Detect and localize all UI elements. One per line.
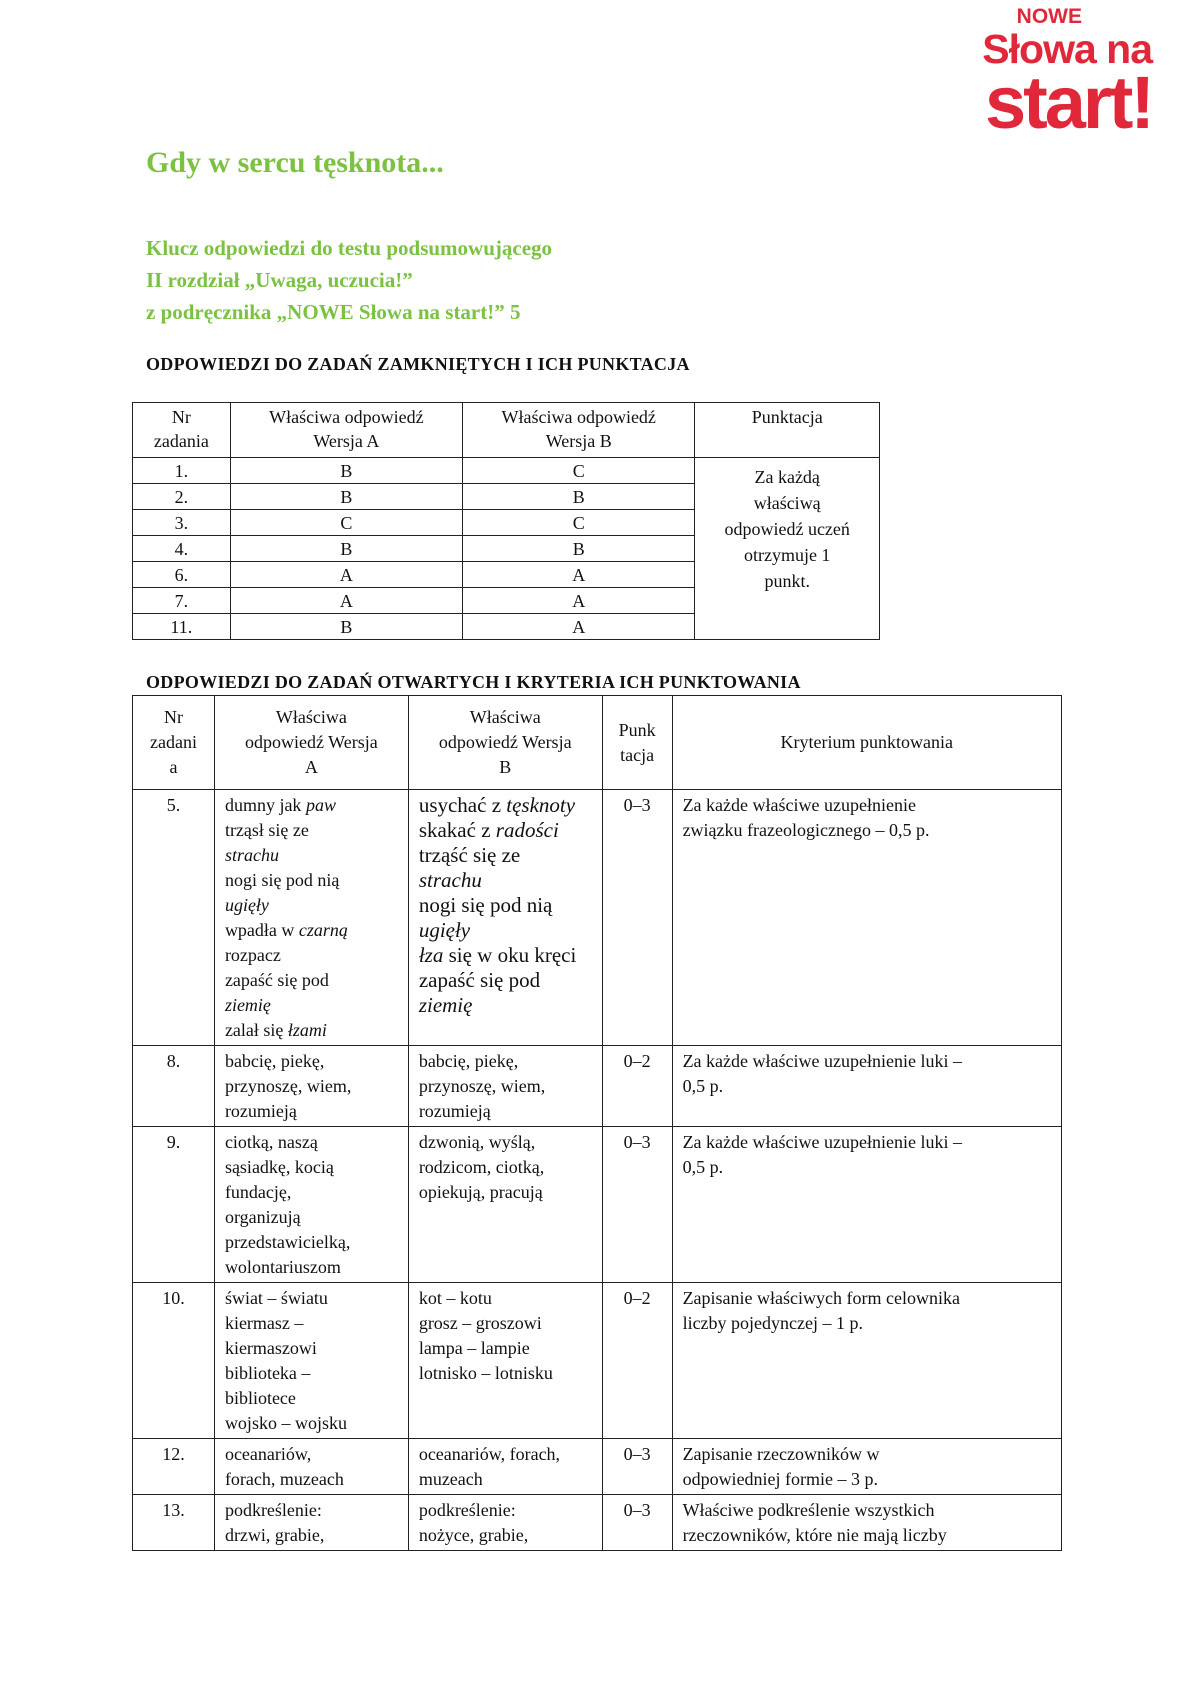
answer-line [419,818,594,843]
answer-line: fundację, [224,1182,292,1202]
answer-line: kiermaszowi [224,1338,317,1358]
answer-line: lampa – lampie [418,1338,530,1358]
answer-line [225,993,400,1018]
answer-line: dzwonią, wyślą, [418,1132,536,1152]
subtitle-line-2: II rozdział „Uwaga, uczucia!” [146,268,413,292]
answer-line [419,918,594,943]
answer-line: bibliotece [224,1388,296,1408]
answer-a: A [230,562,462,588]
criteria-line: związku frazeologicznego – 0,5 p. [682,820,930,840]
scoring-line: właściwą [753,493,821,513]
answer-a: B [230,484,462,510]
table-header-row [133,696,1062,790]
task-number: 11. [133,614,231,640]
answer-b: C [463,510,695,536]
answer-line: rozumieją [224,1101,297,1121]
answer-line [419,793,594,818]
answer-b: C [463,458,695,484]
header-criteria: Kryterium punktowania [672,696,1061,790]
phrase-text: zapaść się pod [418,968,541,992]
criteria-line: Za każde właściwe uzupełnienie luki – [682,1132,962,1152]
table-row [133,790,1062,1046]
table-row [133,1127,1062,1283]
task-number: 13. [133,1495,215,1551]
answer-line: wojsko – wojsku [224,1413,347,1433]
subtitle-line-1: Klucz odpowiedzi do testu podsumowującego [146,236,553,260]
task-number: 5. [133,790,215,1046]
task-number: 6. [133,562,231,588]
header-answer-a: Właściwa odpowiedź Wersja A [230,403,462,458]
answer-b [408,1283,602,1439]
criteria-line: 0,5 p. [682,1076,724,1096]
phrase-keyword: paw [305,795,336,815]
points-range: 0–3 [602,1495,672,1551]
phrase-text: trząść się ze [418,843,521,867]
task-number: 2. [133,484,231,510]
criteria-line: 0,5 p. [682,1157,724,1177]
logo-bottom-text: start! [984,61,1152,144]
phrase-text: zalał się [224,1020,288,1040]
answer-line [419,943,594,968]
table-row [133,1283,1062,1439]
answer-a [214,1439,408,1495]
answer-line [225,868,400,893]
answer-line: drzwi, grabie, [224,1525,325,1545]
answer-line [225,1018,400,1043]
header-answer-b: Właściwa odpowiedź Wersja B [408,696,602,790]
answer-line: oceanariów, [224,1444,312,1464]
answer-line: lotnisko – lotnisku [418,1363,553,1383]
answer-line [419,893,594,918]
answer-a: B [230,536,462,562]
answer-b [408,790,602,1046]
answer-line: ciotką, naszą [224,1132,318,1152]
phrase-text: wpadła w [224,920,299,940]
answer-line [225,793,400,818]
answer-line: przynoszę, wiem, [418,1076,546,1096]
points-range: 0–3 [602,1439,672,1495]
criteria-line: Zapisanie rzeczowników w [682,1444,880,1464]
phrase-keyword: czarną [298,920,348,940]
answer-a [214,1495,408,1551]
answer-line: świat – światu [224,1288,328,1308]
task-number: 7. [133,588,231,614]
phrase-keyword: radości [495,818,559,842]
task-number: 4. [133,536,231,562]
task-number: 3. [133,510,231,536]
answer-a: B [230,614,462,640]
criteria-line: Właściwe podkreślenie wszystkich [682,1500,935,1520]
answer-a [214,1283,408,1439]
answer-line [225,843,400,868]
answer-a [214,790,408,1046]
task-number: 12. [133,1439,215,1495]
answer-line: kot – kotu [418,1288,492,1308]
logo-top-text: NOWE [1016,5,1082,28]
header-answer-a: Właściwa odpowiedź Wersja A [214,696,408,790]
header-points: Punktacja [695,403,880,458]
answer-line: biblioteka – [224,1363,311,1383]
task-number: 9. [133,1127,215,1283]
points-range: 0–3 [602,790,672,1046]
answer-line: kiermasz – [224,1313,304,1333]
publisher-logo [962,5,1152,144]
answer-line: podkreślenie: [418,1500,516,1520]
answer-b: B [463,484,695,510]
criteria-line: rzeczowników, które nie mają liczby [682,1525,947,1545]
phrase-keyword: ziemię [224,995,271,1015]
phrase-text: się w oku kręci [443,943,577,967]
answer-line [419,868,594,893]
phrase-keyword: ziemię [418,993,473,1017]
phrase-keyword: łza [418,943,444,967]
answer-b [408,1495,602,1551]
answer-line: nożyce, grabie, [418,1525,529,1545]
answer-a: C [230,510,462,536]
criteria [672,1495,1061,1551]
points-range: 0–2 [602,1046,672,1127]
answer-line: babcię, piekę, [224,1051,325,1071]
answer-line [225,893,400,918]
criteria [672,1046,1061,1127]
phrase-text: dumny jak [224,795,306,815]
answer-line [225,918,400,943]
criteria [672,1283,1061,1439]
subtitle-line-3: z podręcznika „NOWE Słowa na start!” 5 [146,300,521,324]
scoring-line: otrzymuje 1 [743,545,831,565]
answer-line: oceanariów, forach, [418,1444,561,1464]
answer-line: forach, muzeach [224,1469,344,1489]
criteria-line: Za każde właściwe uzupełnienie luki – [682,1051,962,1071]
header-answer-b: Właściwa odpowiedź Wersja B [463,403,695,458]
phrase-text: trząsł się ze [224,820,309,840]
phrase-keyword: ugięły [418,918,471,942]
points-range: 0–3 [602,1127,672,1283]
header-task-number: Nr zadania [133,403,231,458]
phrase-keyword: strachu [224,845,279,865]
answer-a [214,1127,408,1283]
answer-line: wolontariuszom [224,1257,341,1277]
phrase-keyword: ugięły [224,895,269,915]
phrase-keyword: łzami [287,1020,327,1040]
answer-line: opiekują, pracują [418,1182,543,1202]
answer-a: A [230,588,462,614]
answer-line: przedstawicielką, [224,1232,351,1252]
answer-line [419,843,594,868]
criteria [672,1127,1061,1283]
answer-line: sąsiadkę, kocią [224,1157,334,1177]
answer-a: B [230,458,462,484]
answer-line: babcię, piekę, [418,1051,519,1071]
answer-line [225,818,400,843]
table-row [133,1439,1062,1495]
answer-line [225,968,400,993]
scoring-note [695,458,880,640]
criteria [672,1439,1061,1495]
answer-a [214,1046,408,1127]
answer-line: muzeach [418,1469,483,1489]
phrase-text: zapaść się pod [224,970,329,990]
answer-line [419,968,594,993]
answer-line: rozumieją [418,1101,491,1121]
table-header-row [133,403,880,458]
closed-tasks-heading: ODPOWIEDZI DO ZADAŃ ZAMKNIĘTYCH I ICH PUNKTACJA [146,354,690,374]
answer-b: A [463,588,695,614]
table-row [133,1046,1062,1127]
answer-line [419,993,594,1018]
answer-line: grosz – groszowi [418,1313,542,1333]
answer-b [408,1439,602,1495]
criteria-line: Zapisanie właściwych form celownika [682,1288,960,1308]
answer-line: podkreślenie: [224,1500,322,1520]
answer-b [408,1046,602,1127]
answer-b [408,1127,602,1283]
task-number: 10. [133,1283,215,1439]
phrase-keyword: tęsknoty [506,793,576,817]
answer-line [225,943,400,968]
answer-line: rodzicom, ciotką, [418,1157,545,1177]
phrase-keyword: strachu [418,868,482,892]
table-row [133,1495,1062,1551]
task-number: 1. [133,458,231,484]
closed-answers-table [132,402,880,640]
criteria [672,790,1061,1046]
phrase-text: skakać z [418,818,496,842]
answer-b: A [463,562,695,588]
subtitle-block [146,232,552,328]
scoring-line: punkt. [764,571,810,591]
criteria-line: Za każde właściwe uzupełnienie [682,795,916,815]
open-answers-table [132,695,1062,1551]
header-task-number: Nr zadani a [133,696,215,790]
scoring-line: odpowiedź uczeń [724,519,850,539]
phrase-text: usychać z [418,793,507,817]
logo-middle-text: Słowa na [982,26,1152,72]
criteria-line: liczby pojedynczej – 1 p. [682,1313,864,1333]
task-number: 8. [133,1046,215,1127]
header-points: Punk tacja [602,696,672,790]
scoring-line: Za każdą [754,467,820,487]
points-range: 0–2 [602,1283,672,1439]
open-tasks-heading: ODPOWIEDZI DO ZADAŃ OTWARTYCH I KRYTERIA ICH PUNKTOWANIA [146,672,801,692]
answer-b: B [463,536,695,562]
answer-line: przynoszę, wiem, [224,1076,352,1096]
phrase-text: nogi się pod nią [418,893,553,917]
phrase-text: rozpacz [224,945,281,965]
answer-line: organizują [224,1207,301,1227]
criteria-line: odpowiedniej formie – 3 p. [682,1469,879,1489]
page-title: Gdy w sercu tęsknota... [146,146,444,179]
phrase-text: nogi się pod nią [224,870,340,890]
answer-b: A [463,614,695,640]
table-row [133,458,880,484]
